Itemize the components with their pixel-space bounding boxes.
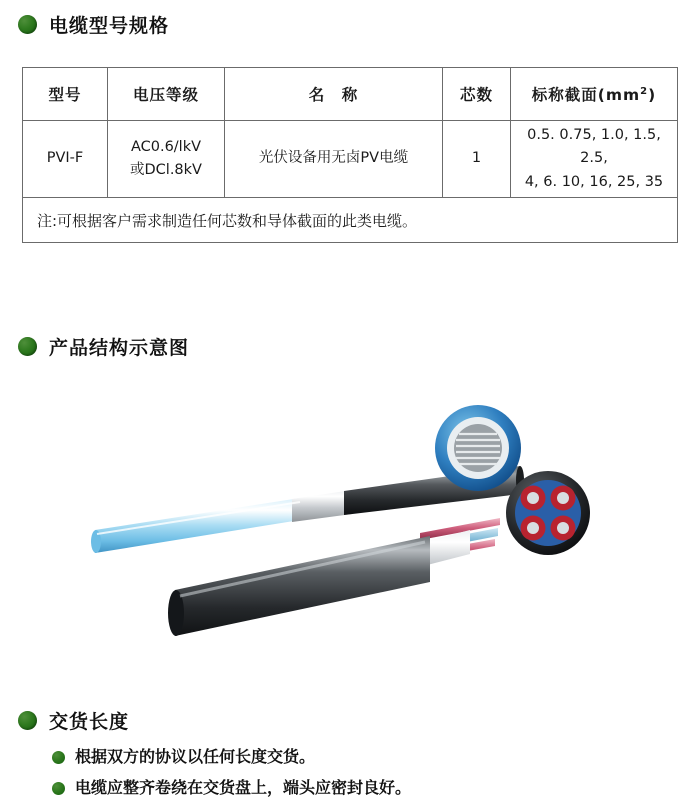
upper-gray-sheath: [292, 490, 352, 522]
delivery-list: [52, 747, 672, 809]
bullet-icon: [52, 751, 65, 764]
four-core-conductor-3: [527, 522, 539, 534]
bullet-icon: [18, 15, 37, 34]
table-header-section: [511, 68, 678, 121]
table-note: 注:可根据客户需求制造任何芯数和导体截面的此类电缆。: [23, 198, 678, 243]
table-header-section-sup: 2: [640, 85, 649, 97]
table-note-row: [23, 198, 678, 243]
four-core-conductor-4: [557, 522, 569, 534]
cell-voltage-line2: 或DCl.8kV: [130, 162, 202, 178]
spec-table-wrapper: [22, 67, 677, 243]
four-core-conductor-2: [557, 492, 569, 504]
table-header-cores: 芯数: [443, 68, 511, 121]
table-header-section-suffix: ): [648, 86, 657, 104]
cable-diagram-svg: [0, 378, 700, 688]
cross-section-single-core: [435, 405, 521, 491]
cell-section: [511, 121, 678, 198]
table-header-row: [23, 68, 678, 121]
table-header-model: 型号: [23, 68, 108, 121]
cable-structure-illustration: [0, 378, 700, 688]
section-title-structure: 产品结构示意图: [49, 337, 190, 359]
lower-dark-jacket: [175, 536, 430, 636]
section-heading-spec: [18, 11, 169, 38]
cable-lower: [168, 518, 500, 636]
delivery-item-text: 根据双方的协议以任何长度交货。: [75, 747, 316, 766]
cell-section-line1: 0.5. 0.75, 1.0, 1.5, 2.5,: [527, 127, 661, 167]
spec-table: [22, 67, 678, 243]
bullet-icon: [18, 711, 37, 730]
section-heading-delivery: [18, 707, 129, 734]
list-item: [52, 747, 672, 768]
bullet-icon: [52, 782, 65, 795]
table-header-section-prefix: 标称截面(mm: [531, 86, 641, 104]
section-title-delivery: 交货长度: [49, 711, 130, 733]
table-header-voltage: 电压等级: [108, 68, 225, 121]
cell-model: PVI-F: [23, 121, 108, 198]
table-row: [23, 121, 678, 198]
cell-section-line2: 4, 6. 10, 16, 25, 35: [524, 173, 664, 190]
bullet-icon: [18, 337, 37, 356]
four-core-conductor-1: [527, 492, 539, 504]
table-header-name: 名 称: [225, 68, 443, 121]
cell-voltage: [108, 121, 225, 198]
section-title-spec: 电缆型号规格: [49, 15, 170, 37]
cell-name: 光伏设备用无卤PV电缆: [225, 121, 443, 198]
list-item: [52, 778, 672, 799]
cell-cores: 1: [443, 121, 511, 198]
delivery-item-text: 电缆应整齐卷绕在交货盘上，端头应密封良好。: [75, 777, 412, 797]
cell-voltage-line1: AC0.6/lkV: [130, 138, 202, 155]
section-heading-structure: [18, 333, 189, 360]
cross-section-four-core: [506, 471, 590, 555]
